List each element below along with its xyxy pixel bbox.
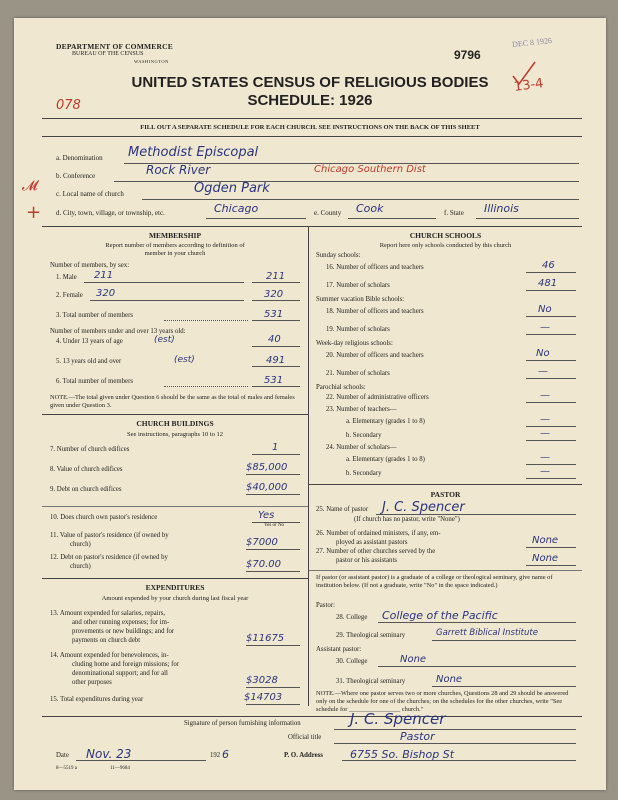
census-schedule-sheet (14, 18, 606, 790)
q4-value: 40 (268, 334, 281, 345)
date-stamp: DEC 8 1926 (511, 35, 553, 50)
bureau-label: BUREAU OF THE CENSUS (72, 51, 144, 57)
buildings-heading: CHURCH BUILDINGS (136, 419, 214, 428)
sunday-label: Sunday schools: (316, 252, 361, 259)
q26-value: None (532, 535, 559, 546)
q14-label: 14. Amount expended for benevolences, in- (50, 652, 169, 659)
schools-sub: Report here only schools conducted by this church (379, 242, 512, 249)
q1-value: 211 (266, 271, 286, 282)
q17-label: 17. Number of scholars (326, 282, 390, 289)
year-prefix: 192 (210, 752, 221, 759)
q29-value: Garrett Biblical Institute (436, 628, 538, 638)
q22-value: — (540, 390, 550, 401)
schools-heading: CHURCH SCHOOLS (409, 231, 482, 240)
denomination-value: Methodist Episcopal (128, 145, 259, 160)
q14-label2: cluding home and foreign missions; for (72, 661, 180, 668)
state-value: Illinois (484, 202, 519, 215)
q21-value: — (538, 366, 548, 377)
q5-value: 491 (266, 355, 286, 366)
q23a-value: — (540, 414, 550, 425)
q8-value: $85,000 (246, 462, 288, 473)
q25-hint: (If church has no pastor, write "None") (354, 516, 460, 523)
print-code: 11—9684 (110, 766, 130, 771)
q30-label: 30. College (336, 658, 368, 665)
address-label: P. O. Address (284, 752, 323, 759)
conference-label: b. Conference (56, 172, 96, 180)
q21-label: 21. Number of scholars (326, 370, 390, 377)
q19-label: 19. Number of scholars (326, 326, 390, 333)
state-label: f. State (444, 209, 464, 217)
city-label: WASHINGTON (134, 59, 169, 64)
form-title: UNITED STATES CENSUS OF RELIGIOUS BODIES (131, 74, 489, 91)
q12-label: 12. Debt on pastor's residence (if owned by (50, 554, 168, 561)
q20-label: 20. Number of officers and teachers (326, 352, 424, 359)
q13-label3: provements or new buildings; and for (72, 628, 175, 635)
conference-value: Rock River (146, 163, 211, 177)
q23b-value: — (540, 428, 550, 439)
q26-label: 26. Number of ordained ministers, if any, em- (316, 530, 441, 537)
q6-label: 6. Total number of members (56, 378, 133, 385)
q9-label: 9. Debt on church edifices (50, 486, 122, 493)
q28-label: 28. College (336, 614, 368, 621)
q30-value: None (400, 654, 427, 665)
q24b-label: b. Secondary (346, 470, 382, 477)
q3-label: 3. Total number of members (56, 312, 133, 319)
q23b-label: b. Secondary (346, 432, 382, 439)
q5-note: (est) (174, 355, 195, 365)
q13-label2: and other running expenses; for im- (72, 619, 170, 626)
age-intro: Number of members under and over 13 years old: (50, 328, 186, 335)
q20-value: No (536, 348, 550, 359)
q9-value: $40,000 (246, 482, 288, 493)
q2-label: 2. Female (56, 292, 83, 299)
expenditures-heading: EXPENDITURES (145, 583, 205, 592)
q25-value: J. C. Spencer (382, 500, 465, 515)
q13-label4: payments on church debt (72, 637, 141, 644)
year-digit: 6 (222, 748, 229, 761)
department-label: DEPARTMENT OF COMMERCE (56, 42, 173, 51)
q2-inline: 320 (96, 288, 116, 299)
q11-label: 11. Value of pastor's residence (if owned by (50, 532, 169, 539)
membership-note: NOTE.—The total given under Question 6 should be the same as the total of males and females given under Question 3. (50, 394, 295, 409)
margin-mark: 𝓜 (22, 178, 38, 194)
q11-value: $7000 (246, 537, 278, 548)
q2-value: 320 (264, 289, 284, 300)
signature-label: Signature of person furnishing information (184, 720, 301, 727)
q13-label: 13. Amount expended for salaries, repairs, (50, 610, 166, 617)
membership-sub1: Report number of members according to definition of (105, 242, 245, 249)
q16-value: 46 (542, 260, 555, 271)
q29-label: 29. Theological seminary (336, 632, 406, 639)
q31-value: None (436, 674, 463, 685)
county-value: Cook (356, 202, 384, 215)
q14-label3: denominational support; and for all (72, 670, 168, 677)
corner-mark: 13-4 (513, 76, 545, 95)
graduate-note: If pastor (or assistant pastor) is a graduate of a college or theological seminary, give name of institution below. (If not a graduate, write "No" in the space indicated.) (316, 574, 553, 589)
red-number: 078 (56, 98, 81, 113)
official-title-value: Pastor (400, 730, 435, 743)
q24-label: 24. Number of scholars— (326, 444, 397, 451)
q10-hint: Yes or No (264, 523, 285, 528)
q4-note: (est) (154, 335, 175, 345)
city-value: Chicago (214, 202, 259, 215)
serial-number: 9796 (454, 48, 481, 62)
expenditures-sub: Amount expended by your church during last fiscal year (101, 595, 249, 602)
q16-label: 16. Number of officers and teachers (326, 264, 424, 271)
q17-value: 481 (538, 278, 558, 289)
q24b-value: — (540, 466, 550, 477)
pastor-note: NOTE.—Where one pastor serves two or more churches, Questions 28 and 29 should be answered only on the schedule for one of the churches; on the schedules for the other churches, write "See schedule for ________________ church." (316, 690, 569, 713)
q1-label: 1. Male (56, 274, 77, 281)
q3-value: 531 (264, 309, 284, 320)
district-value: Chicago Southern Dist (314, 164, 426, 175)
q4-label: 4. Under 13 years of age (56, 338, 123, 345)
membership-sub2: member in your church (144, 250, 206, 257)
q10-label: 10. Does church own pastor's residence (50, 514, 158, 521)
q23a-label: a. Elementary (grades 1 to 8) (346, 418, 425, 425)
denomination-label: a. Denomination (56, 154, 103, 162)
schedule-title: SCHEDULE: 1926 (247, 92, 373, 109)
pastor-heading: PASTOR (430, 490, 461, 499)
q5-label: 5. 13 years old and over (56, 358, 122, 365)
q28-value: College of the Pacific (382, 609, 498, 622)
q18-value: No (538, 304, 552, 315)
pastor-subheading: Pastor: (316, 602, 335, 609)
plus-mark: + (26, 202, 42, 223)
q26-label2: ployed as assistant pastors (336, 539, 408, 546)
assistant-subheading: Assistant pastor: (316, 646, 362, 653)
weekday-label: Week-day religious schools: (316, 340, 393, 347)
instructions-line: FILL OUT A SEPARATE SCHEDULE FOR EACH CHURCH. SEE INSTRUCTIONS ON THE BACK OF THIS SHEET (140, 124, 480, 131)
q7-value: 1 (272, 442, 279, 453)
buildings-sub: See instructions, paragraphs 10 to 12 (126, 431, 224, 438)
q14-value: $3028 (246, 675, 278, 686)
q8-label: 8. Value of church edifices (50, 466, 123, 473)
q18-label: 18. Number of officers and teachers (326, 308, 424, 315)
church-name-value: Ogden Park (194, 181, 270, 196)
q15-label: 15. Total expenditures during year (50, 696, 144, 703)
q24a-value: — (540, 452, 550, 463)
form-number: 8—5519 a (56, 766, 77, 771)
vacation-label: Summer vacation Bible schools: (316, 296, 405, 303)
by-sex-label: Number of members, by sex: (50, 262, 130, 269)
q11-label2: church) (70, 541, 91, 548)
q12-value: $70.00 (246, 559, 281, 570)
parochial-label: Parochial schools: (316, 384, 366, 391)
q7-label: 7. Number of church edifices (50, 446, 130, 453)
q12-label2: church) (70, 563, 91, 570)
church-name-label: c. Local name of church (56, 190, 124, 198)
q19-value: — (540, 322, 550, 333)
address-value: 6755 So. Bishop St (350, 748, 455, 761)
q13-value: $11675 (246, 633, 285, 644)
city-label: d. City, town, village, or township, etc. (56, 209, 165, 217)
q27-value: None (532, 553, 559, 564)
q14-label4: other purposes (72, 679, 112, 686)
q24a-label: a. Elementary (grades 1 to 8) (346, 456, 425, 463)
q27-label2: pastor or his assistants (336, 557, 397, 564)
q27-label: 27. Number of other churches served by the (316, 548, 436, 555)
date-label: Date (56, 752, 69, 759)
q22-label: 22. Number of administrative officers (326, 394, 429, 401)
membership-heading: MEMBERSHIP (148, 231, 202, 240)
date-value: Nov. 23 (86, 747, 132, 761)
signature-value: J. C. Spencer (350, 710, 446, 728)
q23-label: 23. Number of teachers— (326, 406, 397, 413)
q15-value: $14703 (244, 692, 283, 703)
q25-label: 25. Name of pastor (316, 506, 369, 513)
q10-value: Yes (258, 510, 275, 521)
county-label: e. County (314, 209, 342, 217)
q1-inline: 211 (94, 270, 114, 281)
q6-value: 531 (264, 375, 284, 386)
official-title-label: Official title (288, 734, 322, 741)
q31-label: 31. Theological seminary (336, 678, 406, 685)
